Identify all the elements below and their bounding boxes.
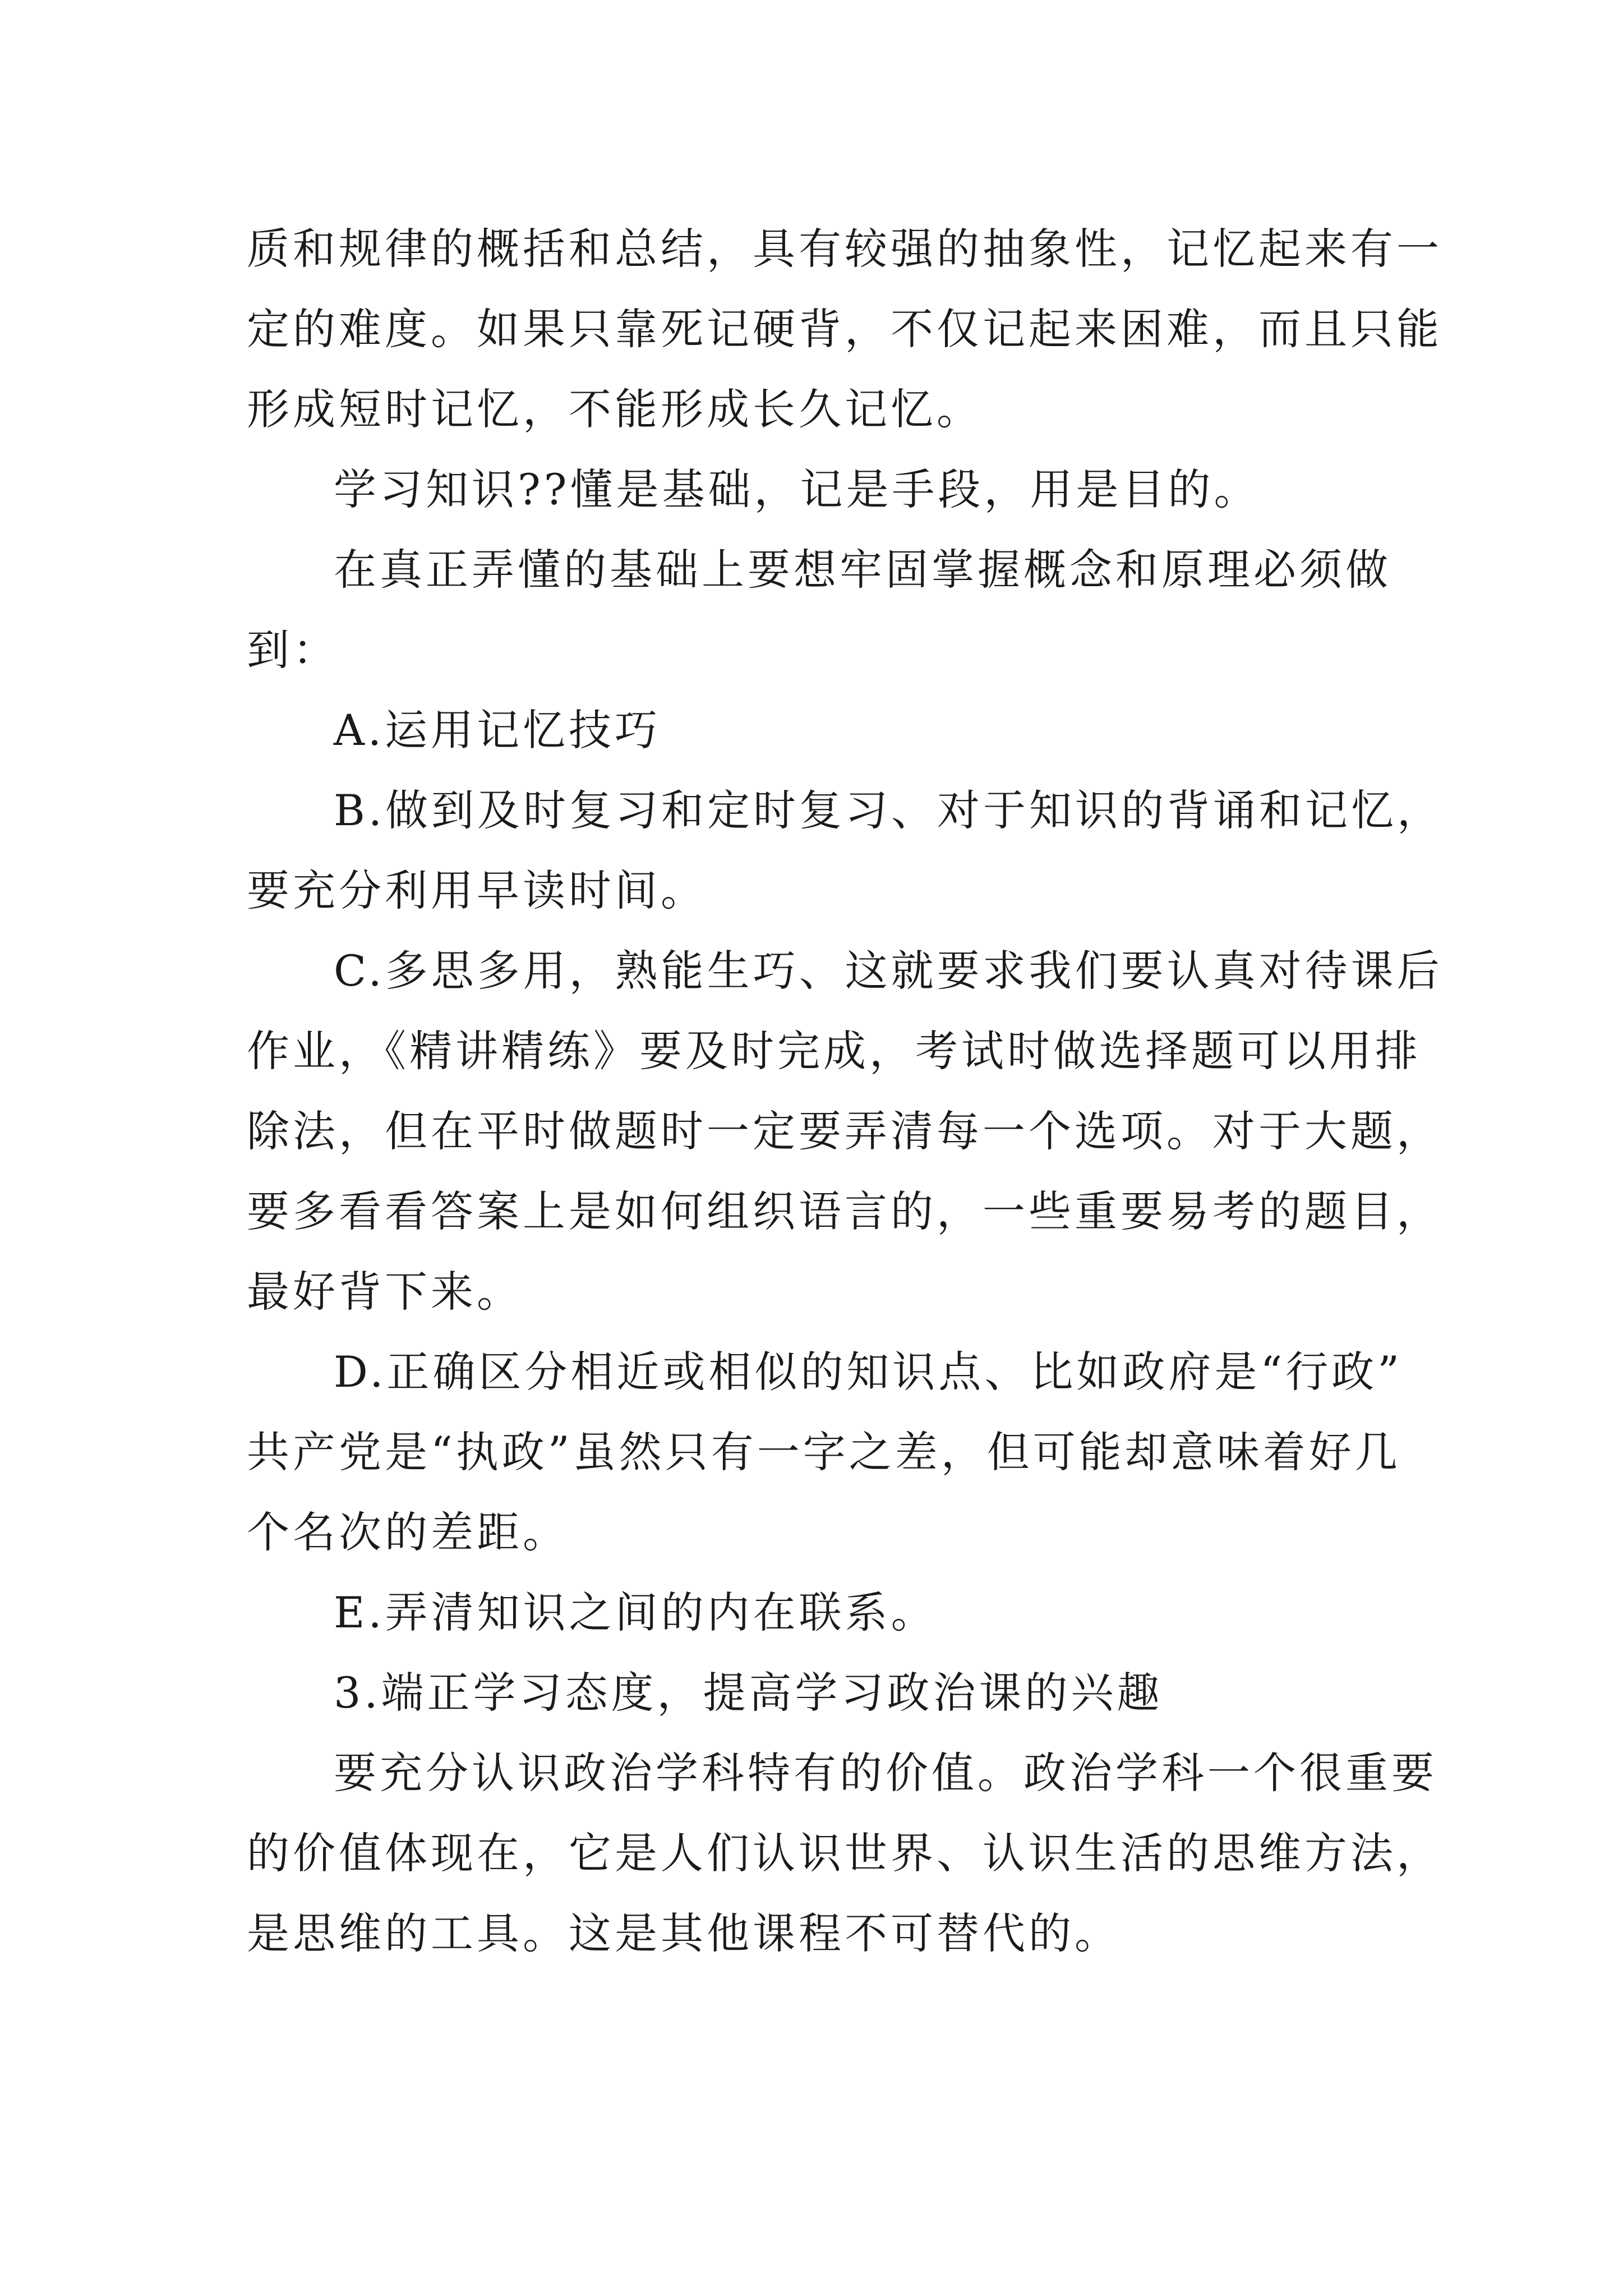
text-line: 是思维的工具。这是其他课程不可替代的。 xyxy=(247,1908,1121,1958)
section-heading: 3.端正学习态度，提高学习政治课的兴趣 xyxy=(334,1668,1163,1718)
text-line: 质和规律的概括和总结，具有较强的抽象性，记忆起来有一 xyxy=(247,224,1442,274)
document-body xyxy=(247,209,1444,1973)
list-item-b: B.做到及时复习和定时复习、对于知识的背诵和记忆， xyxy=(334,785,1444,835)
text-line: 的价值体现在，它是人们认识世界、认识生活的思维方法， xyxy=(247,1828,1442,1878)
text-line: 要充分利用早读时间。 xyxy=(247,866,707,915)
list-item-a: A.运用记忆技巧 xyxy=(334,705,661,755)
text-line: 学习知识??懂是基础，记是手段，用是目的。 xyxy=(334,464,1260,514)
list-item-c: C.多思多用，熟能生巧、这就要求我们要认真对待课后 xyxy=(334,946,1443,996)
text-line: 作业，《精讲精练》要及时完成，考试时做选择题可以用排 xyxy=(247,1026,1421,1076)
text-line: 最好背下来。 xyxy=(247,1267,523,1317)
text-line: 要多看看答案上是如何组织语言的，一些重要易考的题目， xyxy=(247,1186,1442,1236)
list-item-e: E.弄清知识之间的内在联系。 xyxy=(334,1588,937,1637)
text-line: 要充分认识政治学科特有的价值。政治学科一个很重要 xyxy=(334,1748,1437,1798)
text-line: 定的难度。如果只靠死记硬背，不仅记起来困难，而且只能 xyxy=(247,304,1442,354)
text-line: 形成短时记忆，不能形成长久记忆。 xyxy=(247,384,983,434)
text-line: 到： xyxy=(247,625,339,675)
list-item-d: D.正确区分相近或相似的知识点、比如政府是“行政” xyxy=(334,1347,1403,1397)
text-line: 除法，但在平时做题时一定要弄清每一个选项。对于大题， xyxy=(247,1106,1442,1156)
text-line: 在真正弄懂的基础上要想牢固掌握概念和原理必须做 xyxy=(334,545,1391,595)
text-line: 个名次的差距。 xyxy=(247,1507,569,1557)
text-line: 共产党是“执政”虽然只有一字之差，但可能却意味着好几 xyxy=(247,1427,1401,1477)
